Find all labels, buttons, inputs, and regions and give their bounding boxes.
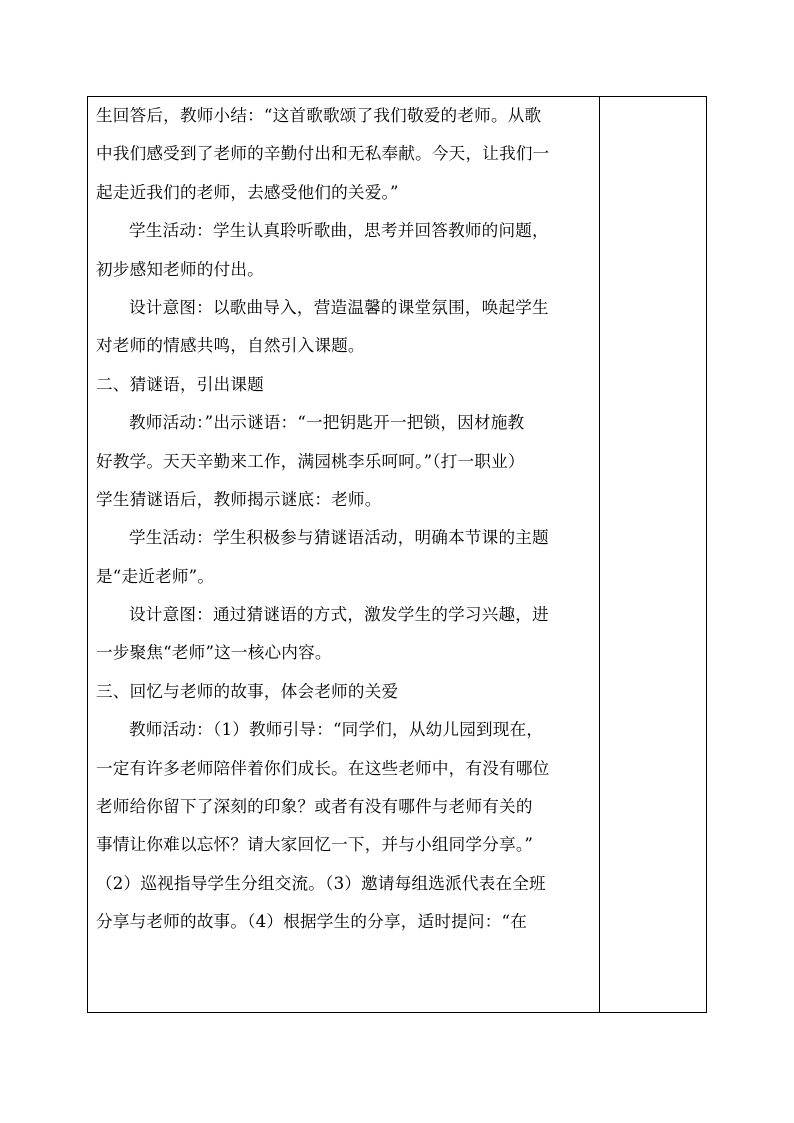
text-line: 中我们感受到了老师的辛勤付出和无私奉献。今天，让我们一 <box>96 144 550 164</box>
text-line: 老师给你留下了深刻的印象？或者有没有哪件与老师有关的 <box>96 797 533 817</box>
lesson-plan-table <box>87 96 707 1013</box>
text-line: 学生活动：学生积极参与猜谜语活动，明确本节课的主题 <box>129 528 549 548</box>
text-line: 一步聚焦“老师”这一核心内容。 <box>96 643 332 663</box>
text-line: 设计意图：通过猜谜语的方式，激发学生的学习兴趣，进 <box>129 605 549 625</box>
text-line: 教师活动：（1）教师引导：“同学们，从幼儿园到现在， <box>129 720 544 740</box>
text-line: 初步感知老师的付出。 <box>96 259 264 279</box>
text-line: 起走近我们的老师，去感受他们的关爱。” <box>96 182 399 202</box>
text-line: 设计意图：以歌曲导入，营造温馨的课堂氛围，唤起学生 <box>129 297 549 317</box>
text-line: 学生活动：学生认真聆听歌曲，思考并回答教师的问题， <box>129 221 549 241</box>
text-line: 教师活动：”出示谜语：“一把钥匙开一把锁，因材施教 <box>129 413 525 433</box>
text-line: 一定有许多老师陪伴着你们成长。在这些老师中，有没有哪位 <box>96 758 550 778</box>
text-line: 学生猜谜语后，教师揭示谜底：老师。 <box>96 489 382 509</box>
lesson-content-cell <box>88 97 600 1012</box>
text-line: 事情让你难以忘怀？请大家回忆一下，并与小组同学分享。” <box>96 835 534 855</box>
text-line: 分享与老师的故事。（4）根据学生的分享，适时提问：“在 <box>96 912 527 932</box>
text-line: 三、回忆与老师的故事，体会老师的关爱 <box>96 681 399 701</box>
text-line: 是“走近老师”。 <box>96 566 215 586</box>
notes-column-cell <box>600 97 706 1012</box>
text-line: 好教学。天天辛勤来工作，满园桃李乐呵呵。”（打一职业） <box>96 451 525 471</box>
text-line: （2）巡视指导学生分组交流。（3）邀请每组选派代表在全班 <box>96 873 546 893</box>
text-line: 生回答后，教师小结：“这首歌歌颂了我们敬爱的老师。从歌 <box>96 106 542 125</box>
text-line: 二、猜谜语，引出课题 <box>96 374 264 394</box>
text-line: 对老师的情感共鸣，自然引入课题。 <box>96 336 365 356</box>
